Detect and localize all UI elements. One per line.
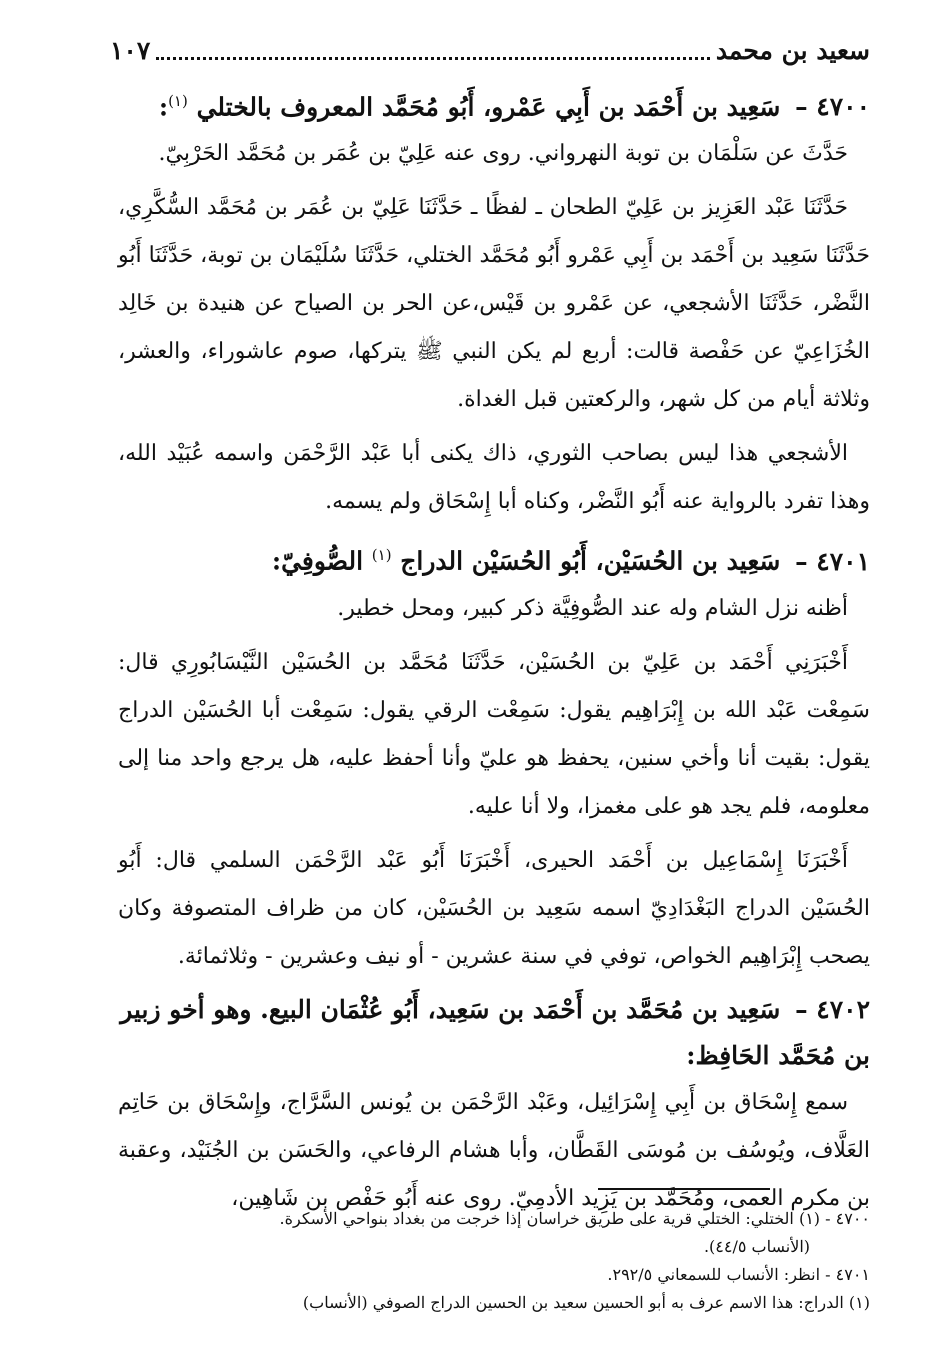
footnote-marker: (١) [371,546,392,565]
footnotes [118,1205,870,1317]
entry-paragraph: حَدَّثَنَا عَبْد العَزِيز بن عَلِيّ الطحان ـ لفظًا ـ حَدَّثَنَا عَلِيّ بن عُمَر بن مُحَمَّد السُّكَّرِي، حَدَّثَنَا سَعِيد بن أَحْمَد بن أَبِي عَمْرو أَبُو مُحَمَّد الختلي، حَدَّثَنَا سُلَيْمَان بن توبة، حَدَّثَنَا أَبُو النَّضْر، حَدَّثَنَا الأشجعي، عن عَمْرو بن قَيْس،عن الحر بن الصياح عن هنيدة بن خَالِد الخُزَاعِيّ عن حَفْصة قالت: أربع لم يكن النبي ﷺ يتركها، صوم عاشوراء، والعشر، وثلاثة أيام من كل شهر، والركعتين قبل الغداة. [117,195,870,413]
entry-number: ٤٧٠٢ – [795,994,870,1024]
entry-paragraph: حَدَّثَ عن سَلْمَان بن توبة النهرواني. روى عنه عَلِيّ بن عُمَر بن مُحَمَّد الحَرْبِيّ. [158,141,848,167]
biography-entry [118,78,870,526]
entry-paragraph: أَخْبَرَنِي أَحْمَد بن عَلِيّ بن الحُسَيْن، حَدَّثَنَا مُحَمَّد بن الحُسَيْن النَّيْسَابُورِي قال: سَمِعْت عَبْد الله بن إِبْرَاهِيم يقول: سَمِعْت الرقي يقول: سَمِعْت أبا الحُسَيْن الدراج يقول: بقيت أنا وأخي سنين، يحفظ هو عليّ وأنا أحفظ عليه، هل يرجع واحد منا إلى معلومه، فلم يجد هو على مغمزا، ولا أنا عليه. [118,649,870,819]
footnote: ٤٧٠١ - انظر: الأنساب للسمعاني ٢٩٢/٥. [607,1265,870,1284]
leader-dots [156,41,710,60]
footnote-separator [598,1188,770,1190]
entry-heading [118,532,870,584]
entry-heading [118,987,870,1079]
entry-heading [118,78,870,130]
entry-paragraph: أظنه نزل الشام وله عند الصُّوفِيَّة ذكر كبير، ومحل خطير. [337,595,848,621]
main-text [118,78,870,1229]
entry-name: سَعِيد بن الحُسَيْن، أَبُو الحُسَيْن الدراج [400,546,781,576]
biography-entry [118,532,870,980]
page-number: ١٠٧ [110,35,151,65]
entry-paragraph: سمع إِسْحَاق بن أَبِي إِسْرَائِيل، وعَبْد الرَّحْمَن بن يُونس السَّرَّاج، وإِسْحَاق بن حَاتِم العَلَّاف، ويُوسُف بن مُوسَى القَطَّان، وأبا هشام الرفاعي، والحَسَن بن الجُنَيْد، وعقبة بن مكرم العمى، ومُحَمَّد بن يَزِيد الأدمِيّ. روى عنه أَبُو حَفْص بن شَاهِين، [118,1089,870,1211]
entry-number: ٤٧٠٠ – [795,92,870,122]
entry-paragraph: الأشجعي هذا ليس بصاحب الثوري، ذاك يكنى أبا عَبْد الرَّحْمَن واسمه عُبَيْد الله، وهذا تفرد بالرواية عنه أَبُو النَّضْر، وكناه أبا إِسْحَاق ولم يسمه. [118,441,870,515]
entry-heading-tail: : [158,92,169,122]
footnote: (١) الدراج: هذا الاسم عرف به أبو الحسين سعيد بن الحسين الدراج الصوفي (الأنساب) [302,1293,870,1312]
entry-number: ٤٧٠١ – [795,546,870,576]
footnote: ٤٧٠٠ - (١) الختلي: الختلي قرية على طريق خراسان إذا خرجت من بغداد بنواحي الأسكرة. [279,1209,870,1228]
footnote-marker: (١) [168,92,188,110]
entry-paragraph: أَخْبَرَنَا إِسْمَاعِيل بن أَحْمَد الحيرى، أَخْبَرَنَا أَبُو عَبْد الرَّحْمَن السلمي قال: أَبُو الحُسَيْن الدراج البَغْدَادِيّ اسمه سَعِيد بن الحُسَيْن، كان من ظراف المتصوفة وكان يصحب إِبْرَاهِيم الخواص، توفي في سنة عشرين - أو نيف وعشرين - وثلاثمائة. [118,847,870,969]
entry-heading-tail: الصُّوفِيّ: [271,546,364,576]
footnote: (الأنساب ٤٤/٥). [703,1237,810,1256]
entry-name: سَعِيد بن أَحْمَد بن أَبِي عَمْرو، أَبُو مُحَمَّد المعروف بالختلي [196,92,781,122]
entry-name: سَعِيد بن مُحَمَّد بن أَحْمَد بن سَعِيد، أَبُو عُثْمَان البيع. وهو أخو زبير بن مُحَمَّد الحَافِظ: [120,994,870,1070]
running-head-title: سعيد بن محمد [715,35,870,65]
running-head [110,30,870,70]
